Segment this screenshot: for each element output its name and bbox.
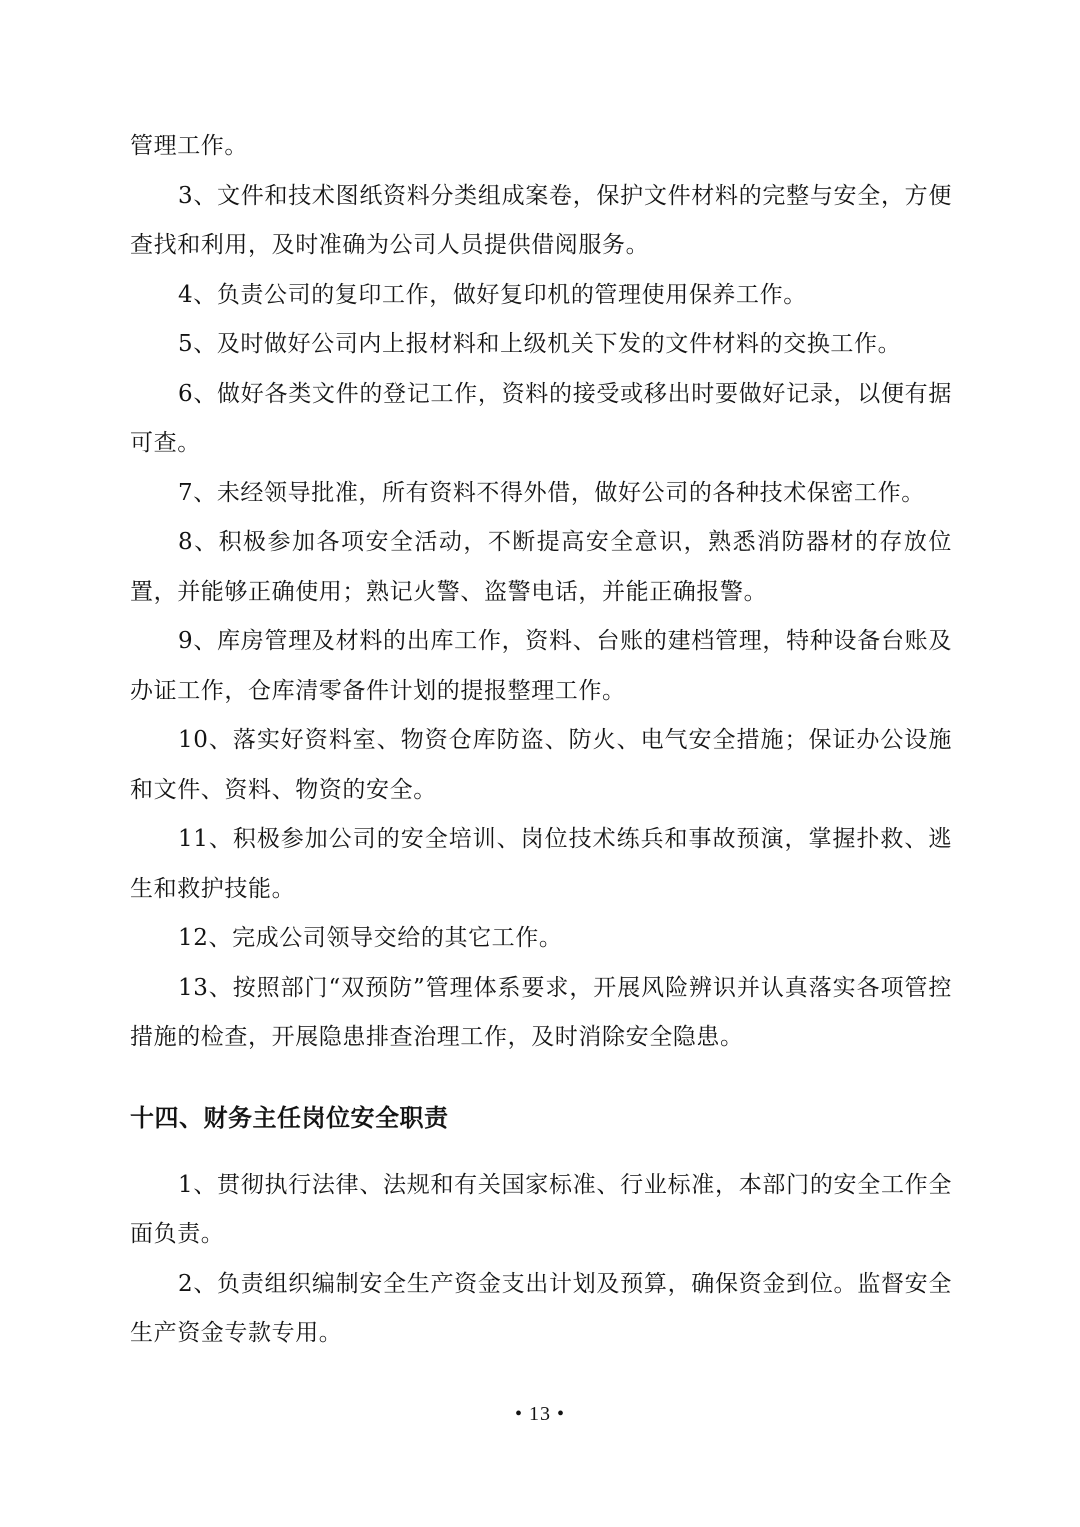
paragraph: 2、负责组织编制安全生产资金支出计划及预算，确保资金到位。监督安全生产资金专款专用。 [130,1270,952,1346]
paragraph: 9、库房管理及材料的出库工作，资料、台账的建档管理，特种设备台账及办证工作，仓库清零备件计划的提报整理工作。 [130,628,952,704]
paragraph: 5、及时做好公司内上报材料和上级机关下发的文件材料的交换工作。 [178,331,902,357]
paragraph: 4、负责公司的复印工作，做好复印机的管理使用保养工作。 [178,281,807,308]
paragraph: 1、贯彻执行法律、法规和有关国家标准、行业标准，本部门的安全工作全面负责。 [130,1171,952,1247]
paragraph: 13、按照部门“双预防”管理体系要求，开展风险辨识并认真落实各项管控措施的检查，开展隐患排查治理工作，及时消除安全隐患。 [130,974,952,1050]
paragraph: 12、完成公司领导交给的其它工作。 [178,925,563,951]
paragraph: 3、文件和技术图纸资料分类组成案卷，保护文件材料的完整与安全，方便查找和利用，及时准确为公司人员提供借阅服务。 [130,182,952,258]
page-number: • 13 • [514,1403,565,1425]
paragraph: 8、积极参加各项安全活动，不断提高安全意识，熟悉消防器材的存放位置，并能够正确使用；熟记火警、盗警电话，并能正确报警。 [130,529,952,605]
document-body [130,122,952,1359]
paragraph: 6、做好各类文件的登记工作，资料的接受或移出时要做好记录，以便有据可查。 [130,380,952,456]
paragraph: 7、未经领导批准，所有资料不得外借，做好公司的各种技术保密工作。 [178,479,925,506]
paragraph: 10、落实好资料室、物资仓库防盗、防火、电气安全措施；保证办公设施和文件、资料、物资的安全。 [130,727,952,803]
section-heading: 十四、财务主任岗位安全职责 [130,1103,449,1132]
paragraph: 管理工作。 [130,133,248,159]
paragraph: 11、积极参加公司的安全培训、岗位技术练兵和事故预演，掌握扑救、逃生和救护技能。 [130,826,952,902]
